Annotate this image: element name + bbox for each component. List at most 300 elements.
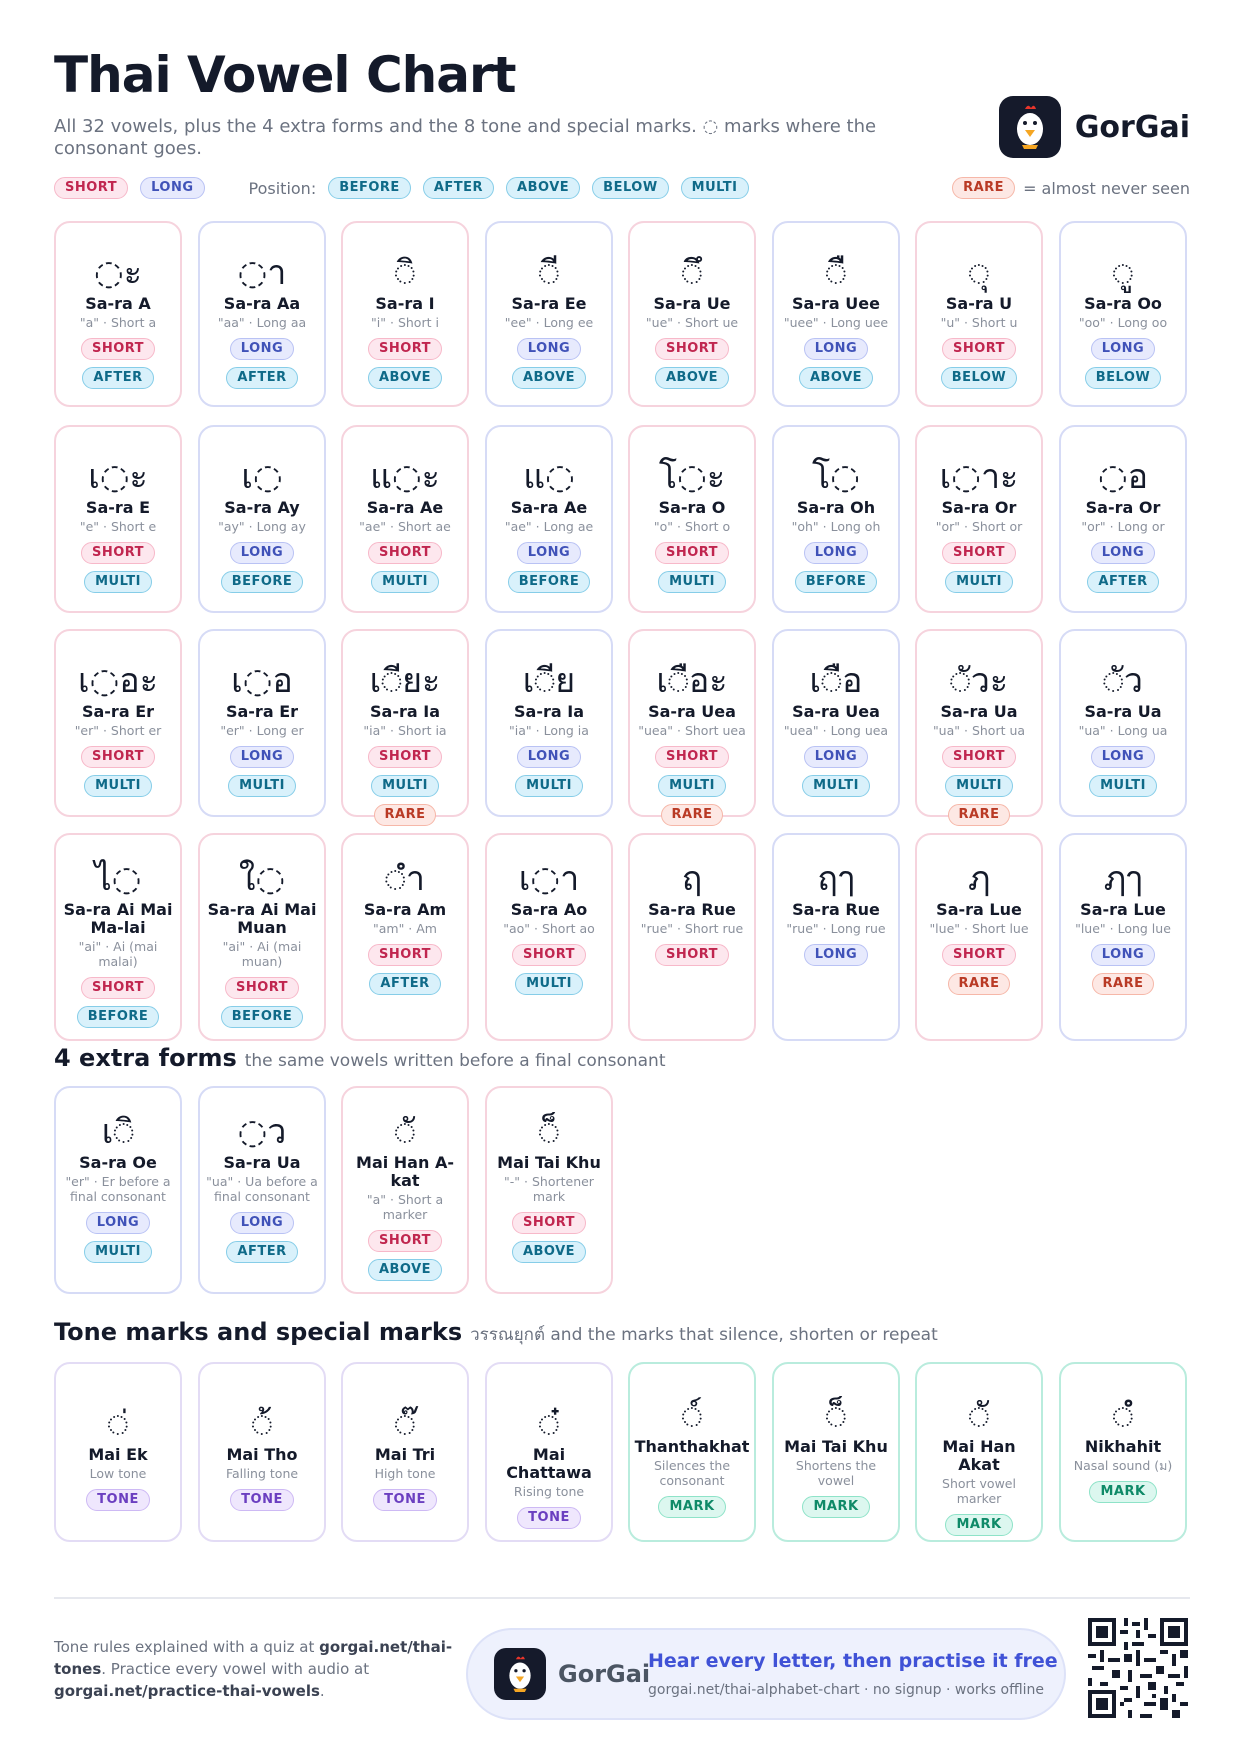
- vowel-tags: [1061, 338, 1185, 389]
- vowel-card[interactable]: [772, 425, 900, 613]
- length-badge: SHORT: [942, 944, 1016, 966]
- vowel-tags: [630, 338, 754, 389]
- legend-below-pill: BELOW: [592, 177, 669, 199]
- length-badge: SHORT: [368, 746, 442, 768]
- vowel-card[interactable]: [198, 221, 326, 407]
- vowel-name: Mai Ek: [88, 1445, 148, 1464]
- vowel-name: Sa-ra Rue: [648, 900, 736, 919]
- vowel-glyph: เ◌าะ: [939, 457, 1019, 497]
- vowel-glyph: ◌ํ: [1112, 1396, 1134, 1436]
- length-badge: LONG: [804, 338, 868, 360]
- vowel-tags: [343, 1489, 467, 1511]
- position-badge: MULTI: [228, 775, 296, 797]
- vowel-tags: [200, 1489, 324, 1511]
- vowel-glyph: ◌ัว: [1103, 661, 1143, 701]
- vowel-name: Thanthakhat: [634, 1437, 750, 1456]
- vowel-card[interactable]: [54, 1362, 182, 1542]
- page-title: Thai Vowel Chart: [54, 46, 516, 104]
- vowel-card[interactable]: [198, 1362, 326, 1542]
- vowel-glyph: ◌ึ: [681, 253, 703, 293]
- length-badge: LONG: [230, 746, 294, 768]
- vowel-name: Sa-ra Ue: [653, 294, 731, 313]
- vowel-name: Mai Han A-kat: [356, 1153, 454, 1190]
- vowel-description: "er" · Short er: [74, 723, 162, 738]
- vowel-card[interactable]: [485, 833, 613, 1041]
- vowel-card[interactable]: [341, 629, 469, 822]
- vowel-glyph: ◌ู: [1112, 253, 1134, 293]
- vowel-name: Sa-ra Or: [1085, 498, 1161, 517]
- vowel-card[interactable]: [485, 221, 613, 407]
- vowel-name: Sa-ra Ae: [510, 498, 588, 517]
- vowel-description: "ua" · Ua before a final consonant: [206, 1174, 318, 1204]
- position-badge: ABOVE: [512, 367, 586, 389]
- length-badge: LONG: [86, 1212, 150, 1234]
- legend-rare-pill: RARE: [952, 177, 1015, 199]
- vowel-tags: [200, 1212, 324, 1263]
- vowel-glyph: ฦ: [967, 859, 991, 899]
- vowel-description: Silences the consonant: [653, 1458, 731, 1488]
- vowel-card[interactable]: [1059, 629, 1187, 817]
- vowel-description: "ao" · Short ao: [503, 921, 595, 936]
- vowel-tags: [487, 944, 611, 995]
- vowel-card[interactable]: [54, 221, 182, 407]
- tone-badge: TONE: [373, 1489, 437, 1511]
- vowel-card[interactable]: [1059, 221, 1187, 407]
- position-badge: BEFORE: [77, 1006, 160, 1028]
- vowel-name: Sa-ra Ao: [510, 900, 588, 919]
- position-badge: BELOW: [941, 367, 1018, 389]
- vowel-card[interactable]: [198, 425, 326, 613]
- length-badge: SHORT: [368, 338, 442, 360]
- position-badge: MULTI: [658, 775, 726, 797]
- vowel-description: Falling tone: [225, 1466, 299, 1481]
- vowel-name: Sa-ra Lue: [936, 900, 1022, 919]
- vowel-name: Sa-ra Oh: [796, 498, 876, 517]
- vowel-tags: [343, 338, 467, 389]
- vowel-tags: [630, 746, 754, 826]
- marks-heading: Tone marks and special marks วรรณยุกต์ and the marks that silence, shorten or repeat: [54, 1318, 938, 1346]
- vowel-description: "o" · Short o: [653, 519, 731, 534]
- vowel-card[interactable]: [485, 425, 613, 613]
- cta-brand: GorGai: [558, 1660, 651, 1688]
- length-badge: SHORT: [368, 944, 442, 966]
- position-badge: MULTI: [371, 775, 439, 797]
- vowel-name: Sa-ra Or: [941, 498, 1017, 517]
- vowel-card[interactable]: [1059, 425, 1187, 613]
- vowel-name: Sa-ra Ua: [940, 702, 1018, 721]
- length-badge: SHORT: [368, 542, 442, 564]
- marks-subtitle: วรรณยุกต์ and the marks that silence, shorten or repeat: [470, 1325, 938, 1345]
- vowel-card[interactable]: [772, 221, 900, 407]
- vowel-card[interactable]: [54, 629, 182, 817]
- vowel-description: "ue" · Short ue: [645, 315, 739, 330]
- vowel-tags: [1061, 542, 1185, 593]
- vowel-description: "ee" · Long ee: [504, 315, 594, 330]
- vowel-tags: [56, 542, 180, 593]
- vowel-card[interactable]: [1059, 833, 1187, 1041]
- length-badge: SHORT: [655, 746, 729, 768]
- position-badge: ABOVE: [799, 367, 873, 389]
- vowel-tags: [487, 1507, 611, 1529]
- vowel-description: "er" · Er before a final consonant: [65, 1174, 171, 1204]
- vowel-description: "a" · Short a marker: [366, 1192, 444, 1222]
- vowel-name: Sa-ra Ia: [370, 702, 440, 721]
- vowel-name: Sa-ra Ai Mai Muan: [207, 900, 317, 937]
- vowel-card[interactable]: [1059, 1362, 1187, 1542]
- length-badge: SHORT: [942, 746, 1016, 768]
- rare-badge: RARE: [1092, 973, 1155, 995]
- vowel-glyph: เ◌ียะ: [369, 661, 441, 701]
- position-badge: AFTER: [369, 973, 440, 995]
- length-badge: SHORT: [81, 338, 155, 360]
- vowel-glyph: ◌ี: [538, 253, 560, 293]
- footer-divider: [54, 1597, 1190, 1599]
- vowel-tags: [1061, 746, 1185, 797]
- vowel-glyph: เ◌: [241, 457, 283, 497]
- vowel-glyph: ◌ิ: [394, 253, 416, 293]
- vowel-name: Sa-ra Ee: [511, 294, 587, 313]
- rare-badge: RARE: [374, 804, 437, 826]
- length-badge: LONG: [1091, 746, 1155, 768]
- vowel-name: Sa-ra U: [945, 294, 1013, 313]
- vowel-tags: [630, 542, 754, 593]
- vowel-description: Short vowel marker: [942, 1476, 1016, 1506]
- vowel-tags: [917, 1514, 1041, 1536]
- vowel-tags: [774, 338, 898, 389]
- position-badge: AFTER: [1087, 571, 1158, 593]
- vowel-card[interactable]: [628, 629, 756, 822]
- vowel-name: Mai Tai Khu: [784, 1437, 888, 1456]
- rare-badge: RARE: [948, 804, 1011, 826]
- tone-badge: TONE: [86, 1489, 150, 1511]
- position-badge: MULTI: [945, 775, 1013, 797]
- cta-banner[interactable]: [466, 1628, 1066, 1720]
- position-badge: AFTER: [226, 367, 297, 389]
- vowel-glyph: ◌ัวะ: [949, 661, 1009, 701]
- position-badge: BEFORE: [221, 1006, 304, 1028]
- vowel-description: "ai" · Ai (mai malai): [78, 939, 158, 969]
- vowel-name: Sa-ra Oe: [79, 1153, 157, 1172]
- vowel-description: "i" · Short i: [371, 315, 439, 330]
- vowel-glyph: เ◌ะ: [88, 457, 148, 497]
- legend-long-pill: LONG: [140, 177, 204, 199]
- mark-badge: MARK: [945, 1514, 1012, 1536]
- vowel-name: Sa-ra Ai Mai Ma-lai: [63, 900, 173, 937]
- vowel-name: Sa-ra Ae: [366, 498, 444, 517]
- vowel-card[interactable]: [485, 1086, 613, 1294]
- vowel-name: Sa-ra Ua: [1084, 702, 1162, 721]
- extra-forms-heading: 4 extra forms the same vowels written before a final consonant: [54, 1044, 666, 1072]
- brand-header[interactable]: [999, 96, 1190, 158]
- vowel-tags: [200, 542, 324, 593]
- length-badge: SHORT: [655, 944, 729, 966]
- tone-badge: TONE: [517, 1507, 581, 1529]
- vowel-description: "am" · Am: [373, 921, 437, 936]
- vowel-glyph: โ◌ะ: [658, 457, 726, 497]
- vowel-tags: [917, 944, 1041, 995]
- vowel-tags: [56, 1212, 180, 1263]
- vowel-glyph: เ◌อ: [231, 661, 293, 701]
- vowel-glyph: ◌ุ: [968, 253, 990, 293]
- length-badge: LONG: [1091, 944, 1155, 966]
- vowel-description: "uea" · Short uea: [638, 723, 746, 738]
- length-badge: SHORT: [655, 338, 729, 360]
- vowel-tags: [200, 977, 324, 1028]
- length-badge: SHORT: [81, 746, 155, 768]
- vowel-glyph: เ◌อะ: [78, 661, 158, 701]
- vowel-glyph: ฤ: [681, 859, 703, 899]
- vowel-card[interactable]: [198, 629, 326, 817]
- position-badge: ABOVE: [512, 1241, 586, 1263]
- vowel-name: Sa-ra Uea: [648, 702, 736, 721]
- vowel-name: Sa-ra Ay: [224, 498, 300, 517]
- legend-before-pill: BEFORE: [328, 177, 411, 199]
- vowel-tags: [343, 542, 467, 593]
- vowel-card[interactable]: [341, 425, 469, 613]
- vowel-glyph: เ◌ือ: [809, 661, 863, 701]
- vowel-description: "or" · Short or: [935, 519, 1023, 534]
- vowel-glyph: ◌๋: [538, 1404, 560, 1444]
- vowel-description: "rue" · Long rue: [786, 921, 886, 936]
- legend-short-pill: SHORT: [54, 177, 128, 199]
- vowel-glyph: เ◌ีย: [522, 661, 576, 701]
- vowel-tags: [343, 746, 467, 826]
- vowel-glyph: ◌์: [681, 1396, 703, 1436]
- length-badge: SHORT: [655, 542, 729, 564]
- vowel-name: Mai Tai Khu: [497, 1153, 601, 1172]
- length-badge: SHORT: [942, 542, 1016, 564]
- vowel-card[interactable]: [628, 425, 756, 613]
- position-badge: BELOW: [1085, 367, 1162, 389]
- vowel-description: Rising tone: [513, 1484, 585, 1499]
- vowel-card[interactable]: [628, 833, 756, 1041]
- vowel-glyph: ◌้: [251, 1404, 273, 1444]
- vowel-glyph: ◌่: [107, 1404, 129, 1444]
- vowel-card[interactable]: [772, 1362, 900, 1542]
- vowel-card[interactable]: [198, 833, 326, 1041]
- length-badge: LONG: [804, 542, 868, 564]
- vowel-description: "lue" · Short lue: [929, 921, 1029, 936]
- vowel-glyph: เ◌ิ: [101, 1112, 135, 1152]
- vowel-tags: [343, 944, 467, 995]
- vowel-name: Sa-ra A: [85, 294, 151, 313]
- vowel-tags: [774, 1496, 898, 1518]
- vowel-description: "u" · Short u: [940, 315, 1018, 330]
- vowel-tags: [1061, 944, 1185, 995]
- vowel-description: "er" · Long er: [220, 723, 304, 738]
- vowel-glyph: ◌ำ: [385, 859, 425, 899]
- legend-position-label: Position:: [248, 178, 317, 198]
- vowel-card[interactable]: [485, 629, 613, 817]
- vowel-description: "or" · Long or: [1081, 519, 1165, 534]
- vowel-name: Sa-ra Aa: [223, 294, 301, 313]
- vowel-tags: [56, 977, 180, 1028]
- chicken-mascot-icon: [999, 96, 1061, 158]
- vowel-description: "uee" · Long uee: [783, 315, 889, 330]
- vowel-description: "ia" · Long ia: [509, 723, 589, 738]
- vowel-glyph: ◌ื: [825, 253, 847, 293]
- vowel-glyph: เ◌า: [518, 859, 580, 899]
- vowel-card[interactable]: [341, 833, 469, 1041]
- vowel-glyph: แ◌: [523, 457, 575, 497]
- vowel-tags: [56, 1489, 180, 1511]
- rare-badge: RARE: [948, 973, 1011, 995]
- legend-after-pill: AFTER: [423, 177, 494, 199]
- vowel-card[interactable]: [341, 1362, 469, 1542]
- position-badge: MULTI: [802, 775, 870, 797]
- vowel-description: "ay" · Long ay: [218, 519, 306, 534]
- legend-multi-pill: MULTI: [681, 177, 749, 199]
- vowel-description: "ia" · Short ia: [363, 723, 447, 738]
- qr-code-icon[interactable]: [1088, 1618, 1188, 1718]
- length-badge: SHORT: [225, 977, 299, 999]
- extra-forms-subtitle: the same vowels written before a final consonant: [244, 1051, 666, 1071]
- position-badge: ABOVE: [655, 367, 729, 389]
- vowel-glyph: ◌็: [538, 1112, 560, 1152]
- vowel-name: Mai Han Akat: [942, 1437, 1016, 1474]
- vowel-glyph: เ◌ือะ: [656, 661, 728, 701]
- vowel-card[interactable]: [54, 1086, 182, 1294]
- vowel-name: Sa-ra Uea: [792, 702, 880, 721]
- vowel-card[interactable]: [915, 629, 1043, 822]
- length-badge: SHORT: [512, 1212, 586, 1234]
- vowel-description: "oh" · Long oh: [791, 519, 881, 534]
- vowel-card[interactable]: [485, 1362, 613, 1542]
- vowel-glyph: ◌า: [237, 253, 287, 293]
- vowel-name: Sa-ra O: [658, 498, 726, 517]
- rare-badge: RARE: [661, 804, 724, 826]
- cta-subtext: gorgai.net/thai-alphabet-chart · no signup · works offline: [648, 1682, 1044, 1698]
- vowel-name: Mai Tri: [374, 1445, 436, 1464]
- vowel-card[interactable]: [54, 833, 182, 1041]
- vowel-name: Sa-ra Oo: [1084, 294, 1162, 313]
- length-badge: LONG: [1091, 542, 1155, 564]
- length-badge: LONG: [230, 338, 294, 360]
- length-badge: LONG: [230, 1212, 294, 1234]
- legend-rare-note: = almost never seen: [1023, 178, 1190, 198]
- vowel-tags: [774, 944, 898, 966]
- vowel-tags: [1061, 1481, 1185, 1503]
- position-badge: MULTI: [945, 571, 1013, 593]
- cta-headline[interactable]: Hear every letter, then practise it free: [648, 1650, 1058, 1672]
- length-badge: SHORT: [81, 977, 155, 999]
- tone-badge: TONE: [230, 1489, 294, 1511]
- vowel-description: "ae" · Short ae: [359, 519, 451, 534]
- position-badge: ABOVE: [368, 1259, 442, 1281]
- length-badge: LONG: [517, 542, 581, 564]
- position-badge: MULTI: [515, 973, 583, 995]
- vowel-description: "e" · Short e: [79, 519, 157, 534]
- vowel-description: "-" · Shortener mark: [504, 1174, 594, 1204]
- vowel-description: "oo" · Long oo: [1078, 315, 1168, 330]
- position-badge: MULTI: [84, 1241, 152, 1263]
- vowel-tags: [917, 746, 1041, 826]
- vowel-description: "ae" · Long ae: [504, 519, 594, 534]
- mark-badge: MARK: [802, 1496, 869, 1518]
- vowel-description: Nasal sound (ม): [1073, 1458, 1173, 1473]
- vowel-name: Sa-ra Lue: [1080, 900, 1166, 919]
- length-badge: SHORT: [942, 338, 1016, 360]
- vowel-name: Sa-ra Ia: [514, 702, 584, 721]
- length-badge: LONG: [804, 944, 868, 966]
- vowel-name: Sa-ra I: [375, 294, 435, 313]
- vowel-glyph: ◌ั: [968, 1396, 990, 1436]
- vowel-name: Sa-ra Am: [363, 900, 447, 919]
- vowel-glyph: ◌ะ: [94, 253, 142, 293]
- vowel-tags: [774, 746, 898, 797]
- vowel-name: Sa-ra Ua: [223, 1153, 301, 1172]
- vowel-description: "rue" · Short rue: [640, 921, 744, 936]
- vowel-glyph: ◌็: [825, 1396, 847, 1436]
- vowel-tags: [917, 338, 1041, 389]
- brand-name: GorGai: [1074, 109, 1190, 145]
- vowel-card[interactable]: [772, 833, 900, 1041]
- position-badge: BEFORE: [795, 571, 878, 593]
- vowel-card[interactable]: [628, 221, 756, 407]
- vowel-description: "ua" · Short ua: [932, 723, 1026, 738]
- vowel-tags: [487, 1212, 611, 1263]
- vowel-glyph: ไ◌: [94, 859, 142, 899]
- vowel-tags: [630, 944, 754, 966]
- position-badge: AFTER: [82, 367, 153, 389]
- length-badge: SHORT: [81, 542, 155, 564]
- mark-badge: MARK: [1089, 1481, 1156, 1503]
- vowel-glyph: ◌ั: [394, 1112, 416, 1152]
- vowel-card[interactable]: [54, 425, 182, 613]
- length-badge: SHORT: [368, 1230, 442, 1252]
- vowel-card[interactable]: [915, 833, 1043, 1041]
- length-badge: LONG: [230, 542, 294, 564]
- vowel-description: "ua" · Long ua: [1078, 723, 1168, 738]
- vowel-tags: [774, 542, 898, 593]
- vowel-name: Mai Tho: [226, 1445, 298, 1464]
- vowel-tags: [56, 746, 180, 797]
- vowel-tags: [200, 338, 324, 389]
- footer-link-tones[interactable]: gorgai.net/thai-tones: [54, 1638, 453, 1678]
- vowel-card[interactable]: [915, 1362, 1043, 1542]
- vowel-card[interactable]: [772, 629, 900, 817]
- vowel-tags: [487, 746, 611, 797]
- vowel-tags: [200, 746, 324, 797]
- vowel-tags: [487, 338, 611, 389]
- length-badge: LONG: [517, 746, 581, 768]
- length-badge: LONG: [1091, 338, 1155, 360]
- vowel-card[interactable]: [915, 221, 1043, 407]
- footer-link-vowels[interactable]: gorgai.net/practice-thai-vowels: [54, 1682, 320, 1700]
- vowel-card[interactable]: [341, 221, 469, 407]
- position-badge: ABOVE: [368, 367, 442, 389]
- position-badge: BEFORE: [508, 571, 591, 593]
- position-badge: AFTER: [226, 1241, 297, 1263]
- position-badge: MULTI: [658, 571, 726, 593]
- vowel-name: Nikhahit: [1084, 1437, 1162, 1456]
- position-badge: MULTI: [1089, 775, 1157, 797]
- vowel-card[interactable]: [198, 1086, 326, 1294]
- vowel-glyph: ฦๅ: [1103, 859, 1143, 899]
- page-subtitle: All 32 vowels, plus the 4 extra forms and the 8 tone and special marks. ◌ marks where the consonant goes.: [54, 116, 877, 159]
- vowel-card[interactable]: [915, 425, 1043, 613]
- position-badge: MULTI: [371, 571, 439, 593]
- vowel-description: "lue" · Long lue: [1075, 921, 1171, 936]
- vowel-card[interactable]: [628, 1362, 756, 1542]
- vowel-description: "ai" · Ai (mai muan): [222, 939, 302, 969]
- vowel-name: Mai Chattawa: [506, 1445, 592, 1482]
- vowel-card[interactable]: [341, 1086, 469, 1294]
- legend: [54, 177, 1190, 203]
- vowel-description: Shortens the vowel: [795, 1458, 877, 1488]
- position-badge: MULTI: [84, 571, 152, 593]
- vowel-name: Sa-ra Er: [81, 702, 155, 721]
